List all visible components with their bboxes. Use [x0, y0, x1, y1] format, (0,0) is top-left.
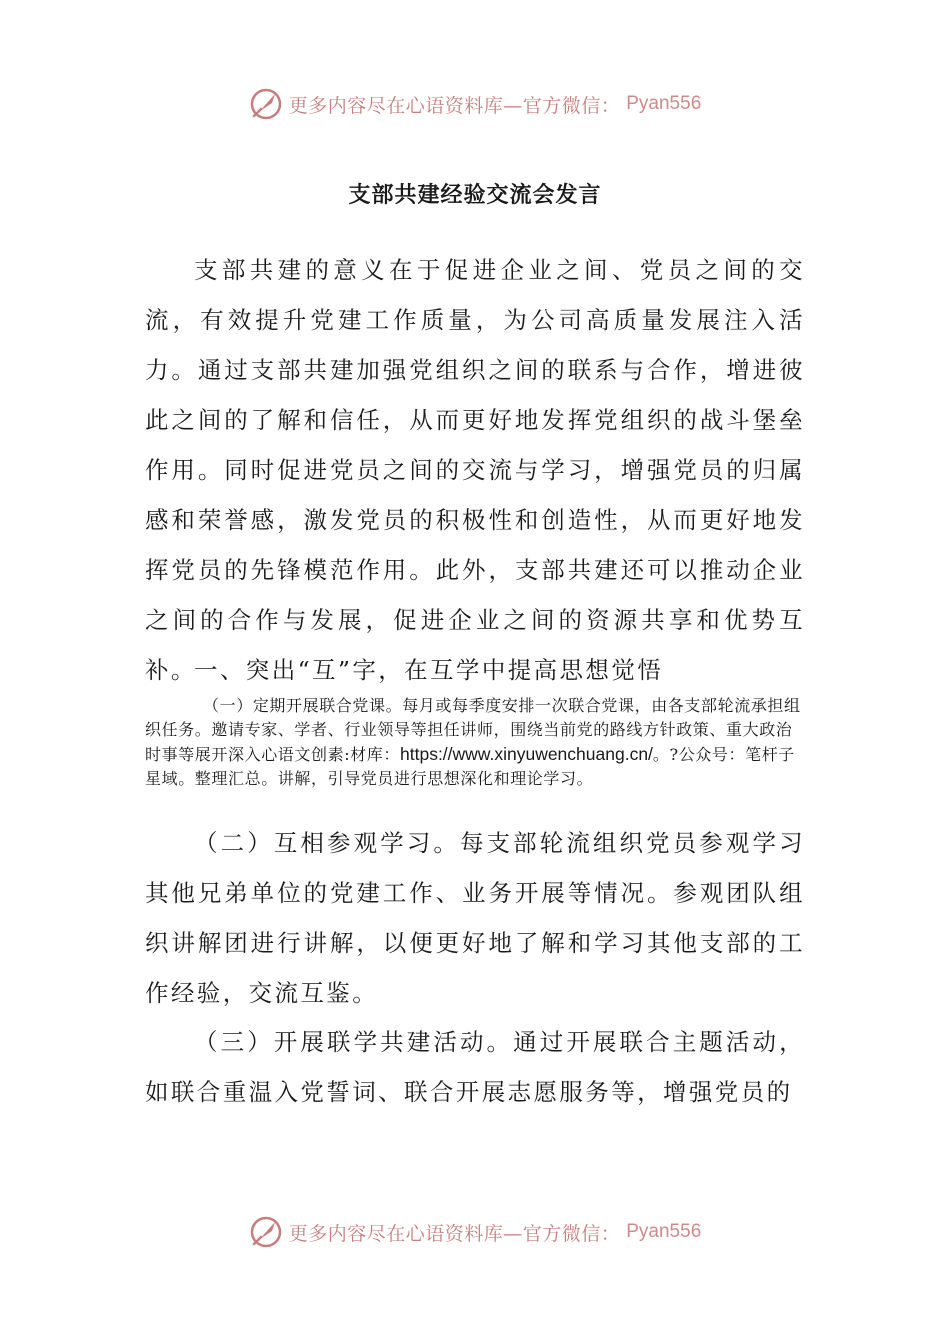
watermark-wechat-id: Pyan556	[626, 1221, 702, 1242]
item-3-paragraph: （三）开展联学共建活动。通过开展联合主题活动，如联合重温入党誓词、联合开展志愿服务等，增强党员的	[145, 1028, 805, 1106]
watermark-wechat-id: Pyan556	[626, 93, 702, 114]
watermark-text: 更多内容尽在心语资料库—官方微信：	[288, 1222, 621, 1245]
section-1	[145, 650, 805, 690]
intro-section	[145, 245, 805, 695]
item-1-paragraph	[145, 694, 801, 791]
item-3-section	[145, 1017, 805, 1117]
item-1-section	[145, 694, 801, 791]
watermark-text: 更多内容尽在心语资料库—官方微信：	[288, 94, 621, 117]
item-1-text-b: 。?公众号：笔杆子星域。整理汇总。讲解，引导党员进行思想深化和理论学习。	[145, 745, 795, 788]
quill-pen-icon	[249, 1215, 283, 1249]
item-2-paragraph: （二）互相参观学习。每支部轮流组织党员参观学习其他兄弟单位的党建工作、业务开展等情况。参观团队组织讲解团进行讲解，以便更好地了解和学习其他支部的工作经验，交流互鉴。	[145, 829, 805, 1007]
document-title: 支部共建经验交流会发言	[348, 183, 602, 208]
footer-watermark	[0, 1212, 950, 1252]
item-1-text-a: （一）定期开展联合党课。每月或每季度安排一次联合党课，由各支部轮流承担组织任务。邀请专家、学者、行业领导等担任讲师，围绕当前党的路线方针政策、重大政治时事等展开深入心语文创素:材库：	[145, 696, 801, 764]
quill-pen-icon	[249, 87, 283, 121]
item-1-url: https://www.xinyuwenchuang.cn/	[400, 744, 653, 764]
section-heading: 一、突出“互”字，在互学中提高思想觉悟	[194, 656, 664, 684]
header-watermark	[0, 84, 950, 124]
item-2-section	[145, 818, 805, 1018]
intro-paragraph: 支部共建的意义在于促进企业之间、党员之间的交流，有效提升党建工作质量，为公司高质量发展注入活力。通过支部共建加强党组织之间的联系与合作，增进彼此之间的了解和信任，从而更好地发挥党组织的战斗堡垒作用。同时促进党员之间的交流与学习，增强党员的归属感和荣誉感，激发党员的积极性和创造性，从而更好地发挥党员的先锋模范作用。此外，支部共建还可以推动企业之间的合作与发展，促进企业之间的资源共享和优势互补。	[145, 256, 805, 684]
